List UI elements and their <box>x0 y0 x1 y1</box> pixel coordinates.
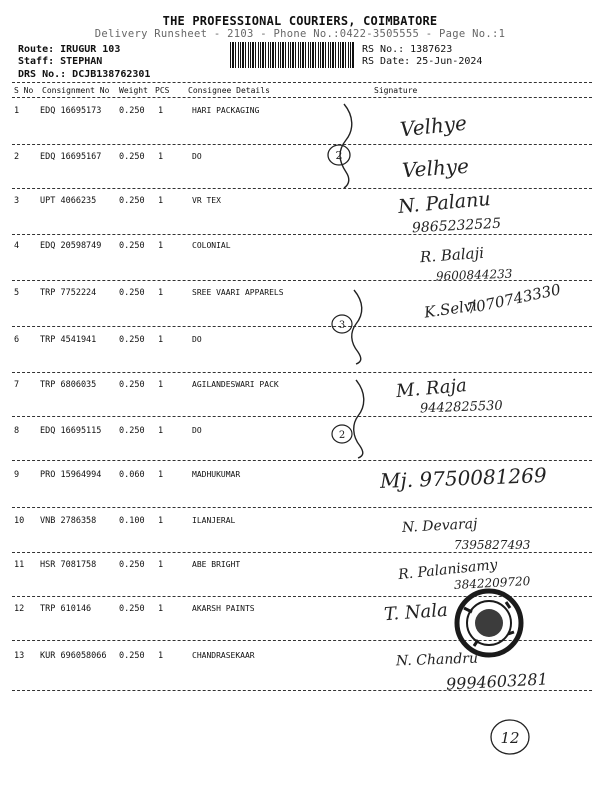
row-pcs: 1 <box>158 516 164 526</box>
row-consignment: TRP 7752224 <box>40 288 97 298</box>
row-sno: 2 <box>14 152 20 162</box>
header-top-rule <box>12 82 592 83</box>
circled-annotation-2 <box>326 142 352 168</box>
row-pcs: 1 <box>158 106 164 116</box>
row-consignment: HSR 7081758 <box>40 560 97 570</box>
row-consignment: EDQ 16695167 <box>40 152 102 162</box>
row-weight: 0.250 <box>119 288 145 298</box>
row-pcs: 1 <box>158 651 164 661</box>
circle-12-text: 12 <box>500 729 520 747</box>
row-signature: N. Chandru <box>395 650 479 670</box>
row-signature: R. Palanisamy <box>397 556 499 584</box>
row-consignment: TRP 6806035 <box>40 380 97 390</box>
row-phone: 9600844233 <box>435 266 513 284</box>
row-details: COLONIAL <box>192 241 231 250</box>
col-details-header: Consignee Details <box>188 86 270 95</box>
row-weight: 0.250 <box>119 426 145 436</box>
row-divider <box>12 507 592 508</box>
row-details: AKARSH PAINTS <box>192 604 255 613</box>
row-signature: N. Palanu <box>397 188 492 218</box>
staff-label: Staff: STEPHAN <box>18 56 103 67</box>
row-consignment: EDQ 20598749 <box>40 241 102 251</box>
row-phone: 9994603281 <box>445 669 549 694</box>
row-consignment: UPT 4066235 <box>40 196 97 206</box>
row-sno: 10 <box>14 516 25 526</box>
row-details: DO <box>192 335 202 344</box>
col-sno-header: S No <box>14 86 34 95</box>
row-sno: 11 <box>14 560 25 570</box>
row-signature: R. Balaji <box>419 243 485 267</box>
row-sno: 6 <box>14 335 20 345</box>
row-divider <box>12 690 592 691</box>
row-divider <box>12 188 592 189</box>
row-sno: 13 <box>14 651 25 661</box>
row-pcs: 1 <box>158 335 164 345</box>
row-divider <box>12 552 592 553</box>
row-consignment: TRP 610146 <box>40 604 92 614</box>
row-pcs: 1 <box>158 152 164 162</box>
row-sno: 8 <box>14 426 20 436</box>
row-divider <box>12 144 592 145</box>
row-weight: 0.250 <box>119 380 145 390</box>
page-title: THE PROFESSIONAL COURIERS, COIMBATORE <box>162 14 438 28</box>
circled-annotation-2-second <box>330 422 354 446</box>
row-divider <box>12 326 592 327</box>
row-pcs: 1 <box>158 560 164 570</box>
row-signature: N. Devaraj <box>401 516 478 536</box>
row-consignment: KUR 696058066 <box>40 651 107 661</box>
row-sno: 1 <box>14 106 20 116</box>
row-divider <box>12 234 592 235</box>
header-bottom-rule <box>12 97 592 98</box>
row-phone: 9865232525 <box>411 215 502 237</box>
row-sno: 9 <box>14 470 20 480</box>
row-sno: 3 <box>14 196 20 206</box>
row-phone: 3842209720 <box>453 574 531 592</box>
row-divider <box>12 416 592 417</box>
row-sno: 5 <box>14 288 20 298</box>
barcode-image <box>230 42 354 68</box>
company-seal-stamp <box>454 588 524 658</box>
row-pcs: 1 <box>158 241 164 251</box>
row-sno: 12 <box>14 604 25 614</box>
row-weight: 0.250 <box>119 651 145 661</box>
row-divider <box>12 460 592 461</box>
row-details: DO <box>192 152 202 161</box>
row-weight: 0.250 <box>119 241 145 251</box>
route-label: Route: IRUGUR 103 <box>18 44 121 55</box>
row-details: DO <box>192 426 202 435</box>
circle-3-text: 3 <box>338 320 346 331</box>
row-pcs: 1 <box>158 380 164 390</box>
row-phone: 7070743330 <box>465 280 563 318</box>
row-pcs: 1 <box>158 288 164 298</box>
row-details: MADHUKUMAR <box>192 470 241 479</box>
row-details: VR TEX <box>192 196 221 205</box>
row-signature: T. Nala <box>383 599 449 626</box>
row-weight: 0.250 <box>119 335 145 345</box>
row-pcs: 1 <box>158 196 164 206</box>
row-consignment: EDQ 16695115 <box>40 426 102 436</box>
rs-date: RS Date: 25-Jun-2024 <box>362 56 483 67</box>
row-signature: Velhye <box>398 110 468 142</box>
row-weight: 0.250 <box>119 196 145 206</box>
row-divider <box>12 372 592 373</box>
row-weight: 0.250 <box>119 152 145 162</box>
row-details: ABE BRIGHT <box>192 560 241 569</box>
row-details: ILANJERAL <box>192 516 236 525</box>
col-pcs-header: PCS <box>155 86 170 95</box>
row-consignment: PRO 15964994 <box>40 470 102 480</box>
col-weight-header: Weight <box>119 86 148 95</box>
circle-2-text: 2 <box>335 149 343 162</box>
row-pcs: 1 <box>158 470 164 480</box>
rs-number: RS No.: 1387623 <box>362 44 453 55</box>
row-signature: Mj. 9750081269 <box>379 463 548 493</box>
runsheet-subtitle: Delivery Runsheet - 2103 - Phone No.:0422-3505555 - Page No.:1 <box>94 28 506 40</box>
row-consignment: EDQ 16695173 <box>40 106 102 116</box>
row-pcs: 1 <box>158 604 164 614</box>
circled-total-12 <box>488 716 532 758</box>
col-consignment-header: Consignment No <box>42 86 110 95</box>
row-weight: 0.250 <box>119 604 145 614</box>
row-details: SREE VAARI APPARELS <box>192 288 284 297</box>
drs-label: DRS No.: DCJB138762301 <box>18 69 151 80</box>
row-weight: 0.060 <box>119 470 145 480</box>
row-signature: M. Raja <box>395 374 468 403</box>
row-sno: 7 <box>14 380 20 390</box>
bracket-mark-rows-7-8 <box>336 376 376 460</box>
row-details: AGILANDESWARI PACK <box>192 380 279 389</box>
row-weight: 0.250 <box>119 560 145 570</box>
circled-annotation-3 <box>330 312 354 336</box>
row-weight: 0.100 <box>119 516 145 526</box>
row-pcs: 1 <box>158 426 164 436</box>
col-signature-header: Signature <box>374 86 418 95</box>
row-consignment: TRP 4541941 <box>40 335 97 345</box>
row-sno: 4 <box>14 241 20 251</box>
row-details: HARI PACKAGING <box>192 106 260 115</box>
row-phone: 7395827493 <box>454 538 531 552</box>
row-details: CHANDRASEKAAR <box>192 651 255 660</box>
row-divider <box>12 280 592 281</box>
row-signature: K.Selvi <box>423 296 479 322</box>
row-signature: Velhye <box>401 153 470 183</box>
circle-2b-text: 2 <box>338 430 346 441</box>
row-consignment: VNB 2786358 <box>40 516 97 526</box>
row-phone: 9442825530 <box>419 398 503 417</box>
row-weight: 0.250 <box>119 106 145 116</box>
